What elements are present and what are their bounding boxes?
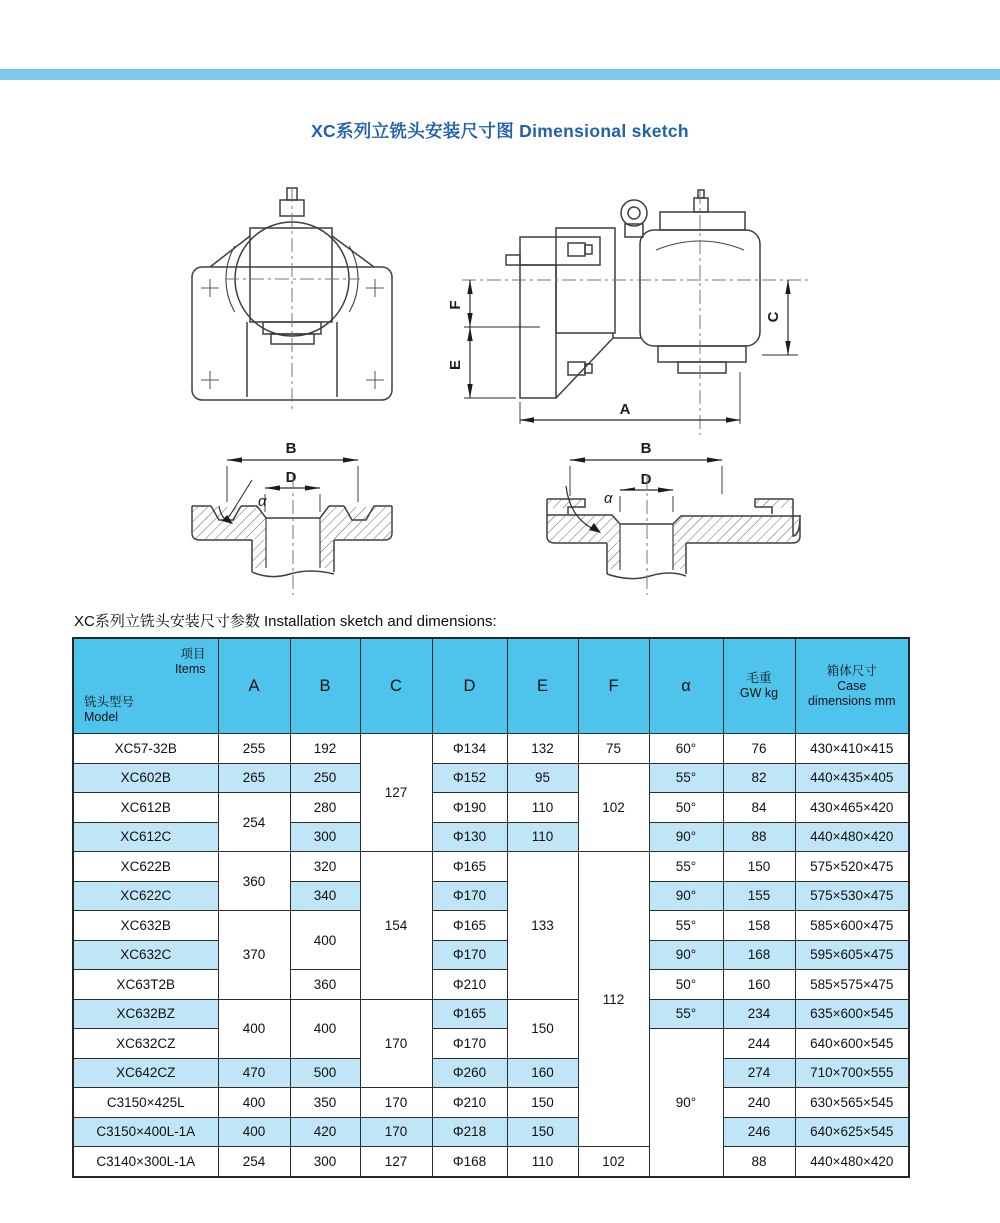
cell-e: 110 [507, 1147, 578, 1177]
dim-label-b-right-section: B [640, 440, 652, 457]
dim-label-c: C [765, 311, 782, 323]
cell-model: XC63T2B [73, 970, 218, 1000]
side-view [506, 190, 760, 398]
table-caption: XC系列立铣头安装尺寸参数 Installation sketch and dimensions: [74, 613, 497, 630]
cell-gw: 88 [723, 1147, 795, 1177]
cell-case: 635×600×545 [795, 999, 909, 1029]
dim-label-a: A [619, 401, 631, 418]
cell-e: 132 [507, 734, 578, 764]
cell-b: 350 [290, 1088, 360, 1118]
cell-alpha: 90° [649, 940, 723, 970]
cell-case: 585×575×475 [795, 970, 909, 1000]
cell-f: 102 [578, 763, 649, 852]
header-col-e: E [507, 638, 578, 734]
cell-d: Φ218 [432, 1117, 507, 1147]
page-title: XC系列立铣头安装尺寸图 Dimensional sketch [311, 121, 689, 141]
cell-alpha: 55° [649, 852, 723, 882]
header-col-case: 箱体尺寸 Case dimensions mm [795, 638, 909, 734]
cell-gw: 246 [723, 1117, 795, 1147]
table-row [73, 1058, 909, 1088]
cell-b: 360 [290, 970, 360, 1000]
technical-drawing-svg [0, 150, 1000, 620]
cell-a: 265 [218, 763, 290, 793]
cell-case: 640×600×545 [795, 1029, 909, 1059]
cell-b: 320 [290, 852, 360, 882]
cell-case: 630×565×545 [795, 1088, 909, 1118]
cell-alpha: 55° [649, 999, 723, 1029]
cell-d: Φ190 [432, 793, 507, 823]
cell-e: 110 [507, 793, 578, 823]
table-row [73, 999, 909, 1029]
cell-case: 440×480×420 [795, 1147, 909, 1177]
cell-model: XC602B [73, 763, 218, 793]
dim-label-alpha-left-section: α [258, 493, 267, 510]
cell-b: 192 [290, 734, 360, 764]
cell-e: 150 [507, 999, 578, 1058]
cell-gw: 82 [723, 763, 795, 793]
cell-a: 254 [218, 793, 290, 852]
cell-model: C3150×400L-1A [73, 1117, 218, 1147]
cell-d: Φ165 [432, 852, 507, 882]
cell-model: XC612C [73, 822, 218, 852]
cell-model: XC632C [73, 940, 218, 970]
cell-model: XC612B [73, 793, 218, 823]
cell-b: 300 [290, 822, 360, 852]
cell-c: 170 [360, 1117, 432, 1147]
cell-alpha: 90° [649, 822, 723, 852]
table-row [73, 852, 909, 882]
cell-model: XC632CZ [73, 1029, 218, 1059]
cell-case: 575×520×475 [795, 852, 909, 882]
header-col-b: B [290, 638, 360, 734]
cell-a: 470 [218, 1058, 290, 1088]
dim-label-d-right-section: D [640, 471, 652, 488]
header-row [73, 638, 909, 734]
cell-f: 102 [578, 1147, 649, 1177]
cell-a: 370 [218, 911, 290, 1000]
dim-label-alpha-right-section: α [604, 490, 613, 507]
cell-case: 595×605×475 [795, 940, 909, 970]
cell-a: 400 [218, 1117, 290, 1147]
cell-e: 150 [507, 1088, 578, 1118]
cell-model: XC622C [73, 881, 218, 911]
cell-case: 430×465×420 [795, 793, 909, 823]
header-col-alpha: α [649, 638, 723, 734]
cell-a: 360 [218, 852, 290, 911]
cell-c: 127 [360, 1147, 432, 1177]
cell-gw: 88 [723, 822, 795, 852]
front-view-centerlines [225, 188, 360, 412]
dim-label-d-left-section: D [285, 469, 297, 486]
cell-model: XC622B [73, 852, 218, 882]
cell-d: Φ170 [432, 940, 507, 970]
cell-model: XC632B [73, 911, 218, 941]
cell-gw: 244 [723, 1029, 795, 1059]
cell-case: 640×625×545 [795, 1117, 909, 1147]
cell-gw: 150 [723, 852, 795, 882]
cell-b: 400 [290, 999, 360, 1058]
cell-e: 133 [507, 852, 578, 1000]
cell-f: 112 [578, 852, 649, 1147]
cell-c: 127 [360, 734, 432, 852]
cell-gw: 168 [723, 940, 795, 970]
header-model-label: 铣头型号 Model [84, 695, 135, 724]
cell-model: C3140×300L-1A [73, 1147, 218, 1177]
cell-model: XC632BZ [73, 999, 218, 1029]
side-view-dimensions [464, 280, 798, 424]
cell-alpha: 55° [649, 763, 723, 793]
cell-f: 75 [578, 734, 649, 764]
cell-d: Φ170 [432, 881, 507, 911]
header-col-c: C [360, 638, 432, 734]
cell-e: 160 [507, 1058, 578, 1088]
cell-case: 440×435×405 [795, 763, 909, 793]
table-row [73, 970, 909, 1000]
cell-c: 170 [360, 999, 432, 1088]
cell-e: 110 [507, 822, 578, 852]
cell-e: 150 [507, 1117, 578, 1147]
cell-a: 400 [218, 1088, 290, 1118]
cell-c: 154 [360, 852, 432, 1000]
cell-d: Φ130 [432, 822, 507, 852]
table-row [73, 763, 909, 793]
cell-d: Φ260 [432, 1058, 507, 1088]
cell-case: 440×480×420 [795, 822, 909, 852]
cell-b: 340 [290, 881, 360, 911]
table-row [73, 881, 909, 911]
cell-case: 585×600×475 [795, 911, 909, 941]
cell-alpha: 55° [649, 911, 723, 941]
cell-gw: 274 [723, 1058, 795, 1088]
table-row [73, 1117, 909, 1147]
cell-b: 400 [290, 911, 360, 970]
cell-a: 254 [218, 1147, 290, 1177]
cell-d: Φ134 [432, 734, 507, 764]
cell-alpha: 50° [649, 970, 723, 1000]
table-row [73, 793, 909, 823]
cell-alpha: 50° [649, 793, 723, 823]
cell-d: Φ168 [432, 1147, 507, 1177]
cell-d: Φ210 [432, 970, 507, 1000]
table-row [73, 940, 909, 970]
dim-label-b-left-section: B [285, 440, 297, 457]
cell-gw: 240 [723, 1088, 795, 1118]
cell-b: 250 [290, 763, 360, 793]
table-row [73, 1088, 909, 1118]
cell-gw: 234 [723, 999, 795, 1029]
header-corner-cell [73, 638, 218, 734]
cell-case: 710×700×555 [795, 1058, 909, 1088]
cell-d: Φ210 [432, 1088, 507, 1118]
cell-model: XC57-32B [73, 734, 218, 764]
cell-alpha: 60° [649, 734, 723, 764]
dim-label-e: E [447, 359, 464, 371]
cell-b: 500 [290, 1058, 360, 1088]
header-col-gw: 毛重 GW kg [723, 638, 795, 734]
dim-label-f: F [447, 300, 464, 310]
table-row [73, 1147, 909, 1177]
cell-a: 400 [218, 999, 290, 1058]
cell-b: 300 [290, 1147, 360, 1177]
cell-case: 575×530×475 [795, 881, 909, 911]
table-row [73, 822, 909, 852]
cell-model: C3150×425L [73, 1088, 218, 1118]
cell-model: XC642CZ [73, 1058, 218, 1088]
cell-a: 255 [218, 734, 290, 764]
cell-b: 280 [290, 793, 360, 823]
cell-alpha: 90° [649, 1029, 723, 1177]
cell-alpha: 90° [649, 881, 723, 911]
cell-gw: 76 [723, 734, 795, 764]
header-col-d: D [432, 638, 507, 734]
cell-d: Φ165 [432, 999, 507, 1029]
cell-gw: 160 [723, 970, 795, 1000]
header-col-a: A [218, 638, 290, 734]
header-items-label: 项目 Items [174, 647, 206, 676]
cell-c: 170 [360, 1088, 432, 1118]
top-accent-bar [0, 69, 1000, 80]
cell-d: Φ165 [432, 911, 507, 941]
cell-gw: 158 [723, 911, 795, 941]
cell-b: 420 [290, 1117, 360, 1147]
cell-case: 430×410×415 [795, 734, 909, 764]
cell-gw: 155 [723, 881, 795, 911]
table-row [73, 734, 909, 764]
cell-gw: 84 [723, 793, 795, 823]
cell-d: Φ170 [432, 1029, 507, 1059]
table-row [73, 911, 909, 941]
cell-e: 95 [507, 763, 578, 793]
dimensions-table [72, 637, 910, 1178]
header-col-f: F [578, 638, 649, 734]
cell-d: Φ152 [432, 763, 507, 793]
table-row [73, 1029, 909, 1059]
dimensional-sketch [0, 150, 1000, 620]
